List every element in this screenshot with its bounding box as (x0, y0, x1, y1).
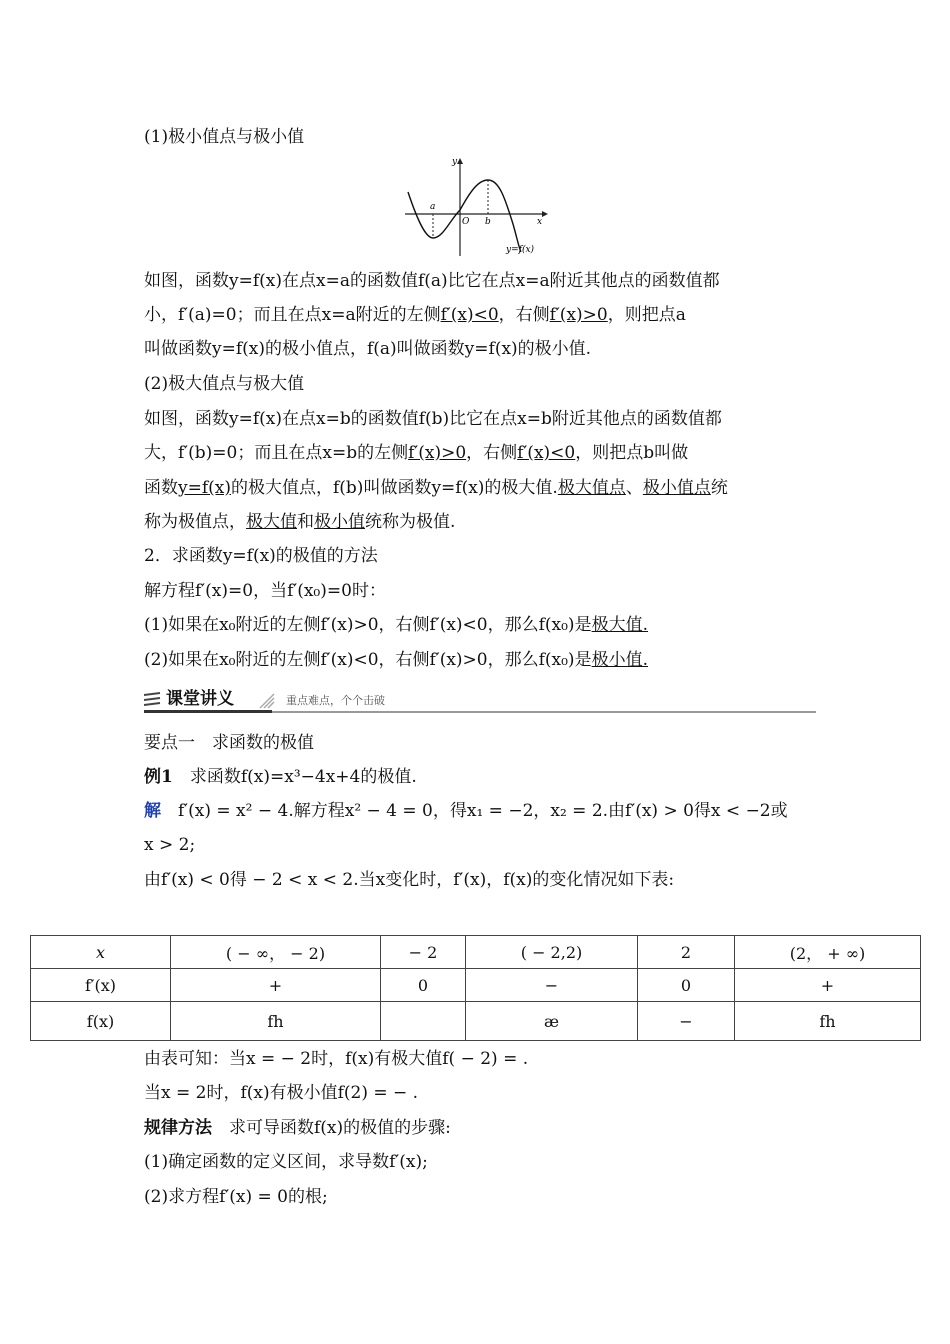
banner-title: 课堂讲义 (166, 689, 234, 709)
min-para-line3: 叫做函数y=f(x)的极小值点，f(a)叫做函数y=f(x)的极小值. (144, 339, 592, 359)
table-cell: x (31, 936, 171, 969)
after-line2: 当x = 2时，f(x)有极小值f(2) = − . (144, 1083, 419, 1103)
after-line1: 由表可知：当x = − 2时，f(x)有极大值f( − 2) = . (144, 1049, 529, 1069)
table-cell: − (638, 1002, 735, 1041)
label-o: O (462, 217, 470, 227)
table-cell: f′(x) (31, 969, 171, 1002)
point-heading: 要点一 求函数的极值 (144, 733, 314, 753)
table-row (31, 936, 921, 969)
method-title: 2．求函数y=f(x)的极值的方法 (144, 546, 378, 566)
max-para-line1: 如图，函数y=f(x)在点x=b的函数值f(b)比它在点x=b附近其他点的函数值都 (144, 409, 722, 429)
table-cell: − 2 (381, 936, 466, 969)
table-cell: 0 (638, 969, 735, 1002)
table-cell: æ (466, 1002, 638, 1041)
curve (408, 180, 521, 252)
variation-table (30, 935, 921, 1041)
step2-line: (2)求方程f′(x) = 0的根; (144, 1187, 328, 1207)
x-arrow-icon (542, 211, 548, 217)
min-para-line2: 小，f′(a)=0；而且在点x=a附近的左侧f′(x)<0，右侧f′(x)>0，则把点a (144, 305, 686, 325)
label-y: y (452, 157, 458, 167)
method-line1: 解方程f′(x)=0，当f′(x₀)=0时： (144, 581, 386, 601)
table-cell: + (171, 969, 381, 1002)
table-row (31, 1002, 921, 1041)
section-banner (144, 688, 816, 714)
y-arrow-icon (457, 158, 463, 164)
table-cell: f(x) (31, 1002, 171, 1041)
min-para-line1: 如图，函数y=f(x)在点x=a的函数值f(a)比它在点x=a附近其他点的函数值都 (144, 271, 720, 291)
corner-stripes-icon (258, 692, 276, 710)
function-graph (400, 152, 550, 260)
label-x: x (537, 217, 543, 227)
method-line3: (2)如果在x₀附近的左侧f′(x)<0，右侧f′(x)>0，那么f(x₀)是极小值. (144, 650, 648, 670)
solution-line3: 由f′(x) < 0得 − 2 < x < 2.当x变化时，f′(x)，f(x)的变化情况如下表: (144, 870, 675, 890)
method-line2: (1)如果在x₀附近的左侧f′(x)>0，右侧f′(x)<0，那么f(x₀)是极大值. (144, 615, 648, 635)
table-cell: ( − ∞， − 2) (171, 936, 381, 969)
stripes-icon (144, 692, 162, 708)
table-cell: 0 (381, 969, 466, 1002)
table-cell: 2 (638, 936, 735, 969)
table-cell (381, 1002, 466, 1041)
heading-max: (2)极大值点与极大值 (144, 374, 305, 394)
table-cell: fh (171, 1002, 381, 1041)
max-para-line3: 函数y=f(x)的极大值点，f(b)叫做函数y=f(x)的极大值.极大值点、极小值点统 (144, 478, 728, 498)
table-row (31, 969, 921, 1002)
table-cell: (2， + ∞) (735, 936, 921, 969)
label-b: b (485, 217, 491, 227)
step1-line: (1)确定函数的定义区间，求导数f′(x); (144, 1152, 428, 1172)
example-line: 例1 求函数f(x)=x³−4x+4的极值. (144, 767, 417, 787)
banner-subtitle: 重点难点，个个击破 (286, 694, 385, 707)
solution-line2: x > 2; (144, 835, 196, 855)
label-a: a (430, 202, 436, 212)
solution-line1: 解 f′(x) = x² − 4.解方程x² − 4 = 0，得x₁ = −2，x₂ = 2.由f′(x) > 0得x < −2或 (144, 801, 788, 821)
heading-min: (1)极小值点与极小值 (144, 127, 305, 147)
table-cell: − (466, 969, 638, 1002)
table-cell: + (735, 969, 921, 1002)
table-cell: fh (735, 1002, 921, 1041)
banner-rule-accent (144, 710, 272, 713)
table-cell: ( − 2,2) (466, 936, 638, 969)
max-para-line2: 大，f′(b)=0；而且在点x=b的左侧f′(x)>0，右侧f′(x)<0，则把点b叫做 (144, 443, 689, 463)
rule-line: 规律方法 求可导函数f(x)的极值的步骤: (144, 1118, 451, 1138)
label-fx: y=f(x) (506, 245, 535, 255)
max-para-line4: 称为极值点，极大值和极小值统称为极值. (144, 512, 456, 532)
